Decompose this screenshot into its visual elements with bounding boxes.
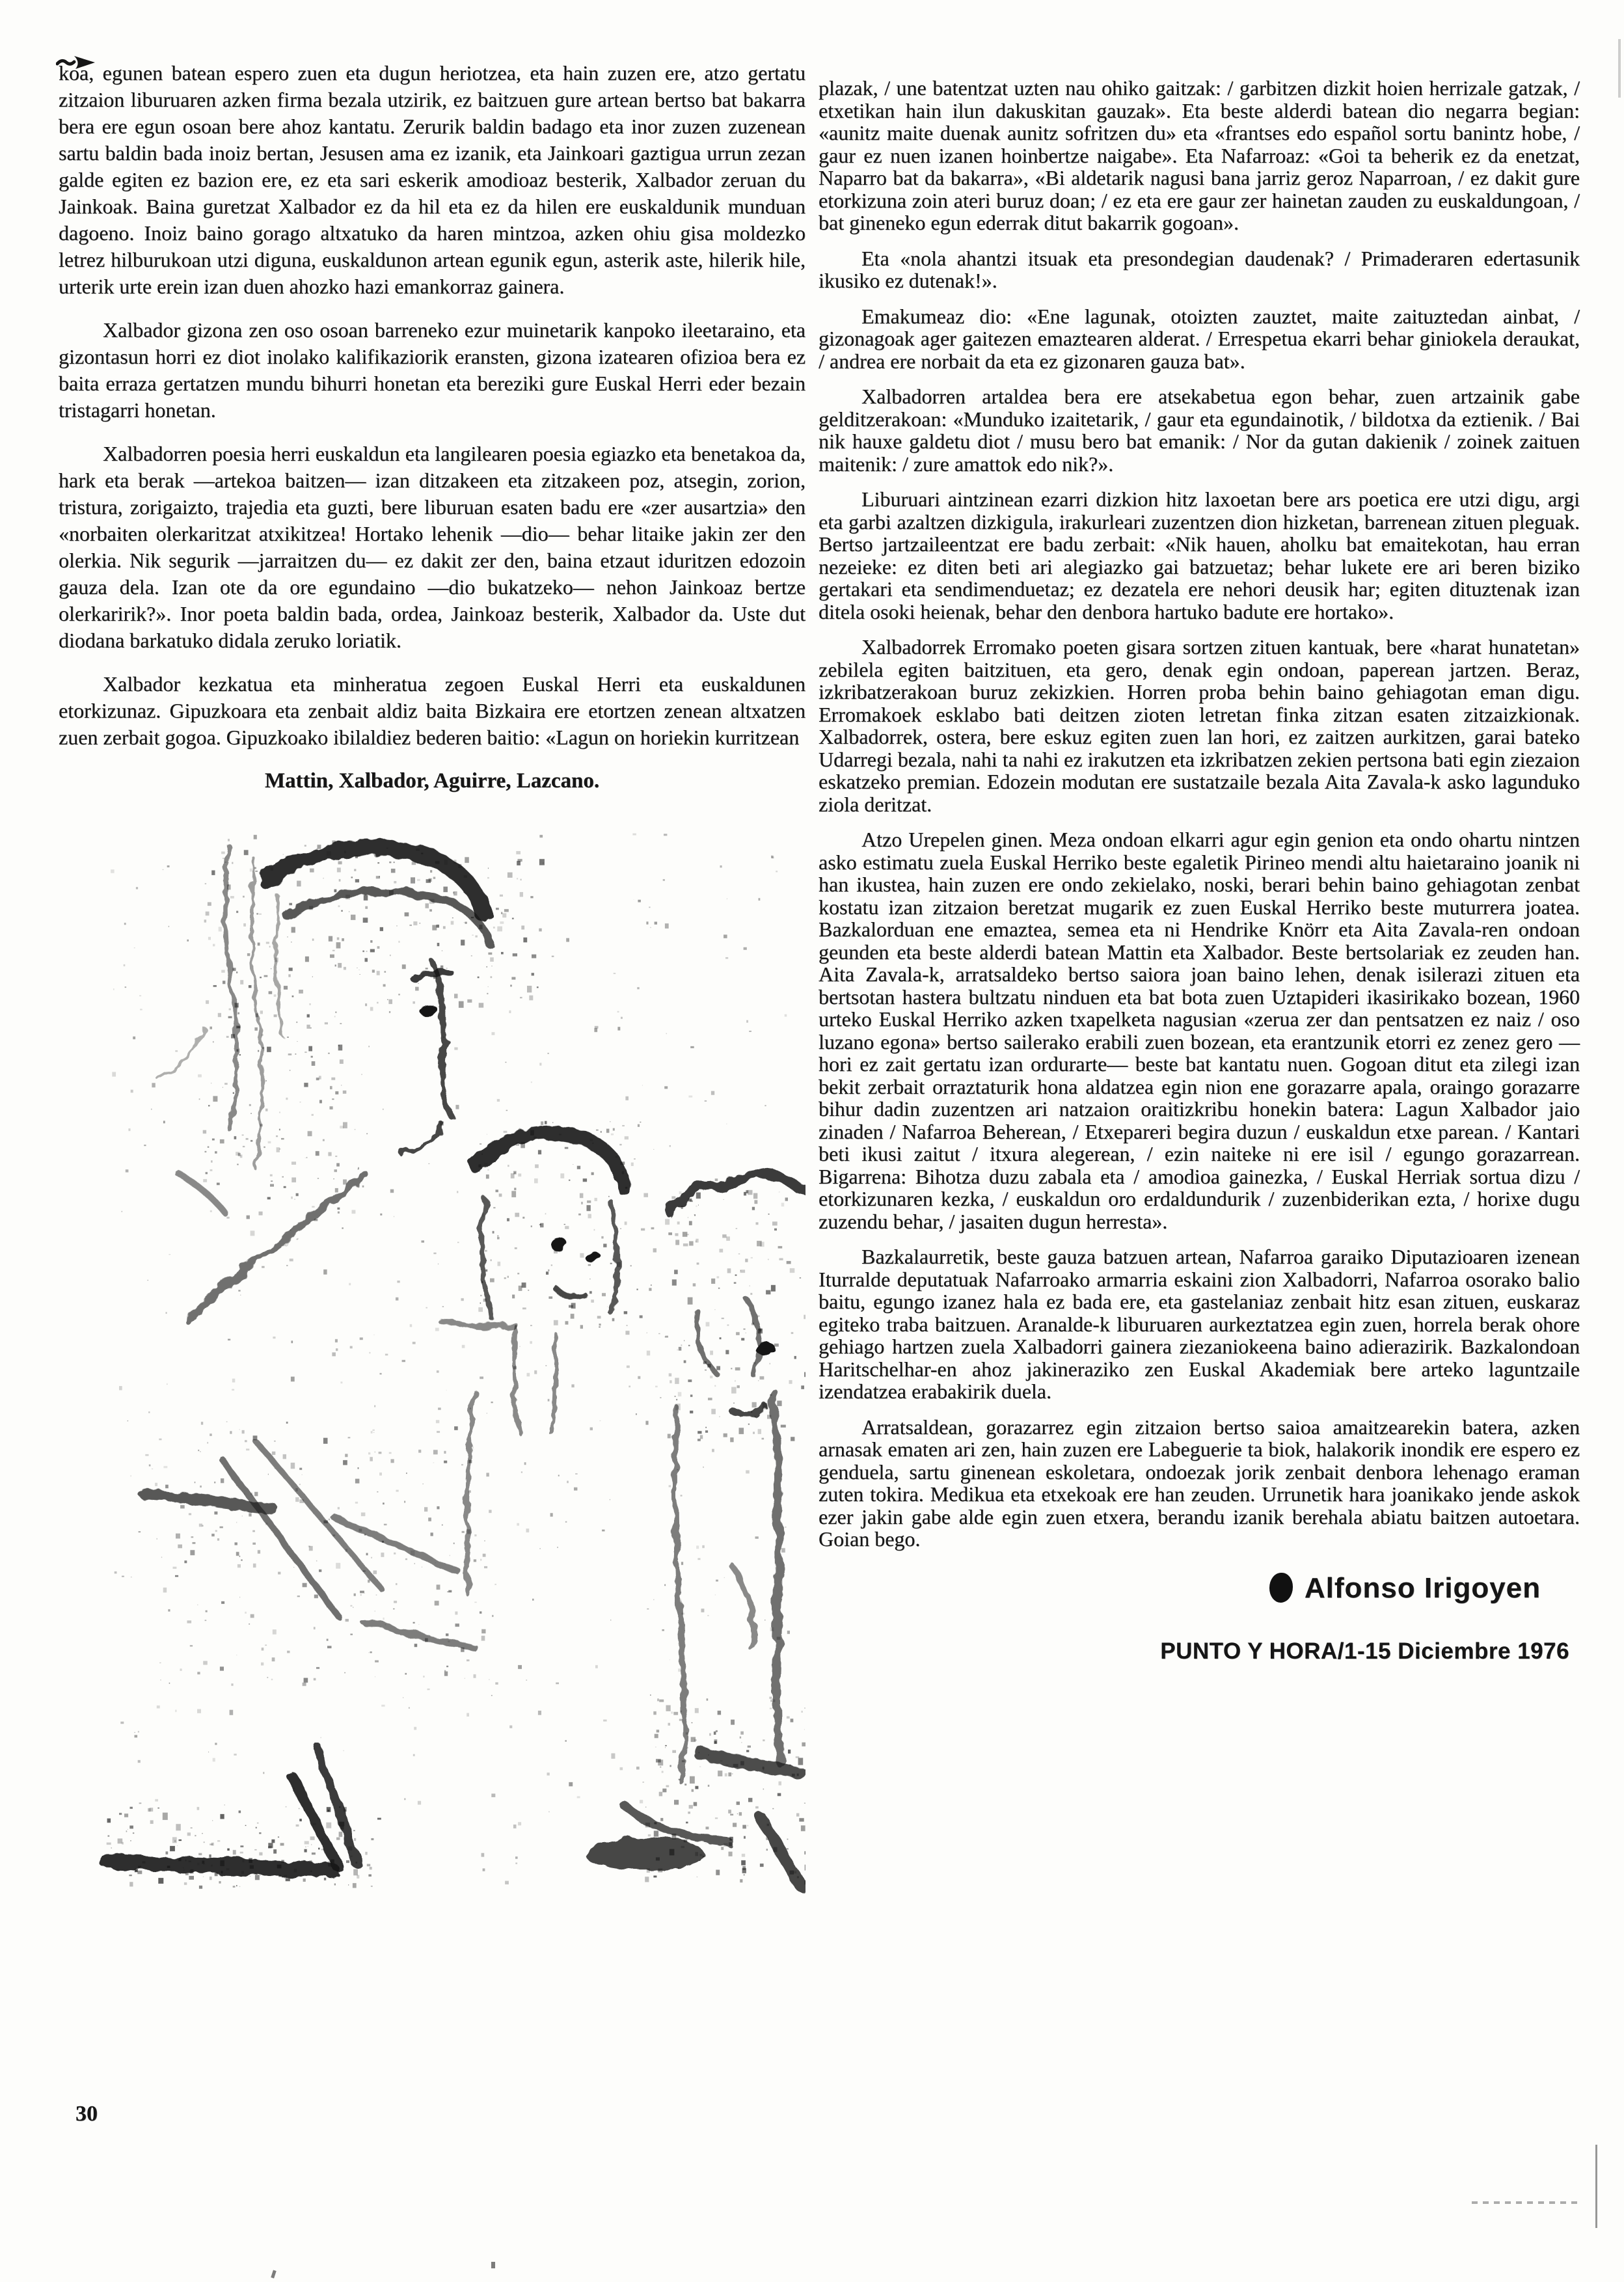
paragraph: Atzo Urepelen ginen. Meza ondoan elkarri agur egin genion eta ondo ohartu nintzen asko estimatu zuela Euskal Herriko beste egaletik Pirineo mendi altu haietaraino joanik ni han ikustea, hain zuzen ere ondo zekielako, noski, berari behin baino gehiagotan zenbat kostatu izan zitzaion beretzat mugarik ez zuen Euskal Herriko beste muturrera joatea. Bazkalorduan ene emaztea, semea eta ni Hendrike Knörr eta Aita Zavala-ren ondoan geunden eta beste alderdi batean Mattin eta Xalbador. Beste bertsolariak ez zeuden han. Aita Zavala-k, arratsaldeko bertso saiora joan baino lehen, denak isilerazi zituen eta bertsotan hastera bultzatu ninduen eta bat bota zuen Uztapideri ikasirikako bozean, 1960 urteko Euskal Herriko azken txapelketa nagusian «zerua zer dan pentsatzen ez naiz / oso luzano egona» bertso sailerako erabili zuen bozean, eta erantzunik etorri ez zenez gero —hori ez zait gertatu izan ordurarte— beste bat kantatu nuen. Gogoan ditut eta zilegi izan bekit zerbait orraztaturik hona aldatzea egin nion ene gorazarre apala, oraingo gorazarre bihur dadin zuzentzen ari natzaion oraitizkribu honekin batera: Lagun Xalbador jaio zinaden / Nafarroa Beherean, / Etxepareri begira duzun / euskaldun etxe parean. / Kantari beti ikusi zaitut / itxura alegerean, / ezin naiteke ni ere isil / egungo gorazarrean. Bigarrena: Bihotza duzu zabala eta / amodioa gainezka, / Euskal Herriak sortua dizu / etorkizunaren kezka, / euskaldun oro erdaldundurik / zuzenbiderikan ezta, / horixe dugu zuzendu behar, / jasaiten dugun herresta». — [819, 828, 1580, 1233]
left-column-paragraphs — [59, 60, 805, 751]
paragraph: Xalbadorrek Erromako poeten gisara sortzen zituen kantuak, bere «harat hunatetan» zebilela egiten baitzituen, eta gero, denak egin ondoan, paperean jartzen. Beraz, izkribatzerakoan buruz zekizkien. Horren proba behin baino gehiagotan eman digu. Erromakoek esklabo bati deitzen zioten letretan finka zitzan esaten zitzaizkionak. Xalbadorrek, ostera, bere eskuz egiten zuen lan hori, ez zaitzen aurkitzen, garai bateko Udarregi bezala, nahi ta nahi ez irakutzen eta izkribatzen zekien pertsona bati egin ziezaion eskatzeko premian. Edozein modutan ere sustatzaile bezala Aita Zavala-k asko lagunduko ziola deritzat. — [819, 635, 1580, 816]
author-name: Alfonso Irigoyen — [1304, 1571, 1541, 1604]
right-column-paragraphs — [819, 77, 1580, 1551]
paragraph: Xalbador kezkatua eta minheratua zegoen Euskal Herri eta euskaldunen etorkizunaz. Gipuzkoara eta zenbait aldiz baita Bizkaira ere etortzen zenean altxatzen zuen zerbait gogoa. Gipuzkoako ibilaldiez bederen baitio: «Lagun on horiekin kurritzean — [59, 672, 805, 749]
scan-artifact-line — [1595, 2145, 1597, 2228]
right-column — [819, 77, 1580, 1663]
scan-speck — [491, 2262, 495, 2268]
paragraph: Arratsaldean, gorazarrez egin zitzaion bertso saioa amaitzearekin batera, azken arnasak ematen ari zen, hain zuzen ere Labeguerie ta biok, halakorik inondik ere espero ez genduela, sartu ginenean eskoletara, ondoezak jorik zenbait denbora lehenago eraman zuten tokira. Medikua eta etxekoak ere han zeuden. Urrunetik hara joanikako jende askok ezer jakin gabe alde egin zuen etxera, berandu izanik berehala abiatu baitzen autoetara. Goian bego. — [819, 1415, 1580, 1551]
paragraph: koa, egunen batean espero zuen eta dugun heriotzea, eta hain zuzen ere, atzo gertatu zitzaion liburuaren azken firma bezala utzirik, ez baitzuen gure artean bertso bat bakarra bera ere egun osoan bere ahoz kantatu. Zerurik baldin badago eta inor zuzen zuzenean sartu baldin bada inoiz bertan, Jesusen ama ez izanik, eta Jainkoari gaztigua urrun zezan galde egiten ez bazion ere, ez eta sari eskerik amodioaz besterik, Xalbador zeruan du Jainkoak. Baina guretzat Xalbador ez da hil eta ez da hilen ere euskaldunik munduan dagoeno. Inoiz baino gorago altxatuko da haren mintzoa, azken ohiu gisa moldezko letrez hilburukoan utzi diguna, euskaldunon artean egunik egun, asterik aste, hilerik hile, urterik urte erein izan duen ahozko hazi emankorraz gainera. — [59, 61, 805, 298]
scan-speck — [271, 2270, 276, 2279]
signature-bullet-icon — [1269, 1573, 1293, 1603]
magazine-footer: PUNTO Y HORA/1-15 Diciembre 1976 — [1160, 1638, 1569, 1664]
paragraph: Emakumeaz dio: «Ene lagunak, otoizten zauztet, maite zaituztedan ainbat, / gizonagoak ager gaitezen emaztearen alderat. / Errespetua ekarri behar giniokela deraukat, / andrea ere norbait da eta ez gizonaren gauza bat». — [819, 304, 1580, 373]
paragraph: Xalbadorren poesia herri euskaldun eta langilearen poesia egiazko eta benetakoa da, hark eta berak —artekoa baitzen— izan ditzakeen eta zitzakeen poz, atsegin, zorion, tristura, zorigaizto, trajedia eta guzti, bere liburuan esaten badu ere «zer ausartzia» den «norbaiten olerkaritzat atxikitzea! Hortako lehenik —dio— behar litaike jakin zer den olerkia. Nik segurik —jarraitzen du— ez dakit zer den, baina etzaut iduritzen edozoin gauza dela. Izan ote da ore egundaino —dio bukatzeko— nehon Jainkoaz bertze olerkaririk?». Inor poeta baldin bada, ordea, Jainkoaz besterik, Xalbador da. Uste dut diodana barkatuko didala zeruko loriatik. — [59, 442, 805, 652]
paragraph: plazak, / une batentzat uzten nau ohiko gaitzak: / garbitzen dizkit hoien herrizale gatzak, / etxetikan hain ilun dakuskitan gauzak». Eta beste alderdi batean dio negarra begian: «aunitz maite duenak aunitz sofritzen du» eta «frantses edo español sortu banintz hobe, / gaur ez nuen izanen hoinbertze naigabe». Eta Nafarroaz: «Goi ta beherik ez da enetzat, Naparro bat da bakarra», «Bi aldetarik nagusi bana jarriz geroz Naparroan, / ez dakit gure etorkizuna zoin ateri buruz doan; / ez eta ere gaur zer hainetan zauden zu euskaldungoan, / bat gineneko egun ederrak ditut bakarrik gogoan». — [819, 76, 1580, 234]
paragraph: Bazkalaurretik, beste gauza batzuen artean, Nafarroa garaiko Diputazioaren izenean Iturralde deputatuak Nafarroako armarria eskaini zion Xalbadorri, Nafarroa osorako balio baitu, egungo izanez hala ez bada ere, eta gastelaniaz zenbait hitz esan zituen, euskaraz egiteko traba baitzuen. Aranalde-k liburuaren aurkeztatzea egin zuen, horrela berak ohore gehiago hartzen zuela Xalbadorri gainera ziezaniokeena baino adierazirik. Bazkalondoan Haritschelhar-en ahoz jakineraziko zen Euskal Akademiak bere arteko laguntzaile izendatzea erabakirik duela. — [819, 1245, 1580, 1403]
paragraph: Xalbador gizona zen oso osoan barreneko ezur muinetarik kanpoko ileetaraino, eta gizontasun horri ez diot inolako kalifikaziorik eransten, gizona izatearen ofizioa bera ez baita erraza gertatzen mundu bihurri honetan eta bereziki gure Euskal Herri eder bezain tristagarri honetan. — [59, 318, 805, 422]
paragraph: Xalbadorren artaldea bera ere atsekabetua egon behar, zuen artzainik gabe gelditzerakoan: «Munduko izaitetarik, / gaur eta egundainotik, / bildotxa da eztienik. / Bai nik hauxe galdetu diot / musu bero bat emanik: / Nor da gutan dakienik / zoinek zaituen maitenik: / zure amattok edo nik?». — [819, 385, 1580, 476]
author-signature — [819, 1573, 1580, 1603]
scan-speck — [1618, 39, 1621, 98]
paragraph: Eta «nola ahantzi itsuak eta presondegian daudenak? / Primaderaren edertasunik ikusiko ez dutenak!». — [819, 246, 1580, 292]
photo-caption: Mattin, Xalbador, Aguirre, Lazcano. — [264, 769, 600, 793]
left-column — [59, 60, 805, 1894]
paragraph: Liburuari aintzinean ezarri dizkion hitz laxoetan bere ars poetica ere utzi digu, argi eta garbi azaltzen dizkigula, irakurleari zuzentzen dion hizketan, barrenean zituen pleguak. Bertso jartzaileentzat ere badu zerbait: «Nik hauen, aholku bat emaitekotan, hau erran nezeieke: ez diten beti ari alegiazko gai batzuetaz; behar lukete ere ari beren biziko gertakari eta sendimenduetaz; ez dezatela ere nehori deusik har; egiten dituztenak izan ditela osoki heienak, behar den denbora hartuko badute ere hortako». — [819, 487, 1580, 623]
scan-artifact-dashes — [1472, 2201, 1581, 2204]
page-number: 30 — [75, 2102, 98, 2126]
halftone-photo-illustration — [59, 821, 805, 1894]
